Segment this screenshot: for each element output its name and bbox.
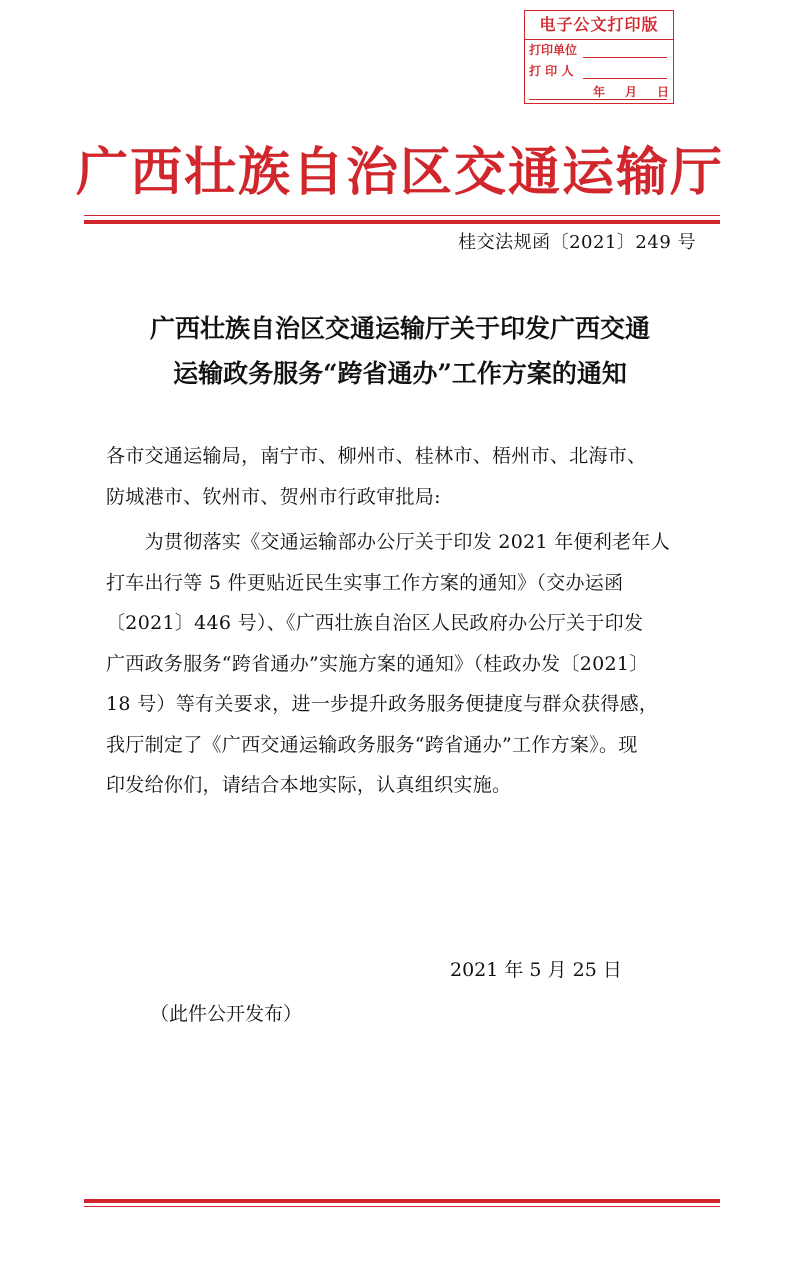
header-rule-thick: [84, 220, 720, 224]
stamp-row-date: [525, 82, 673, 103]
issue-date: 2021 年 5 月 25 日: [450, 959, 622, 981]
body-paragraph: [106, 522, 702, 806]
org-title: 广西壮族自治区交通运输厅: [75, 142, 724, 203]
body-line-2: 打车出行等 5 件更贴近民生实事工作方案的通知》（交办运函: [106, 571, 624, 594]
body-line-1: 为贯彻落实《交通运输部办公厅关于印发 2021 年便利老年人: [106, 531, 671, 553]
publish-note: （此件公开发布）: [150, 1003, 303, 1025]
recipients-line-1: 各市交通运输局，南宁市、柳州市、桂林市、梧州市、北海市、: [106, 445, 647, 467]
stamp-date-underline: [529, 99, 667, 100]
body-line-3: 〔2021〕446 号）、《广西壮族自治区人民政府办公厅关于印发: [106, 612, 644, 634]
body-line-5: 18 号）等有关要求，进一步提升政务服务便捷度与群众获得感，: [106, 693, 659, 715]
stamp-printer-underline: [583, 78, 667, 79]
recipients-line-2: 防城港市、钦州市、贺州市行政审批局:: [106, 485, 441, 508]
stamp-printer-label: 打 印 人: [529, 64, 574, 78]
doc-number: 桂交法规函〔2021〕249 号: [458, 232, 696, 253]
doc-title: [90, 306, 710, 396]
stamp-year-label: 年: [593, 85, 606, 99]
stamp-day-label: 日: [657, 85, 670, 99]
print-stamp-box: [524, 10, 674, 104]
header-rule-thin: [84, 215, 720, 216]
footer-rule-thick: [84, 1199, 720, 1203]
doc-title-line-2: 运输政务服务“跨省通办”工作方案的通知: [173, 359, 627, 388]
body-line-4: 广西政务服务“跨省通办”实施方案的通知》（桂政办发〔2021〕: [106, 652, 649, 675]
recipients: [106, 436, 702, 517]
stamp-title: 电子公文打印版: [525, 11, 673, 40]
body-line-6: 我厅制定了《广西交通运输政务服务“跨省通办”工作方案》。现: [106, 733, 638, 756]
stamp-month-label: 月: [625, 85, 638, 99]
doc-title-line-1: 广西壮族自治区交通运输厅关于印发广西交通: [149, 314, 650, 343]
stamp-row-unit: [525, 40, 673, 61]
stamp-row-printer: [525, 61, 673, 82]
stamp-unit-underline: [583, 57, 667, 58]
stamp-unit-label: 打印单位: [529, 43, 578, 57]
body-line-7: 印发给你们，请结合本地实际，认真组织实施。: [106, 774, 512, 796]
footer-rule-thin: [84, 1206, 720, 1207]
